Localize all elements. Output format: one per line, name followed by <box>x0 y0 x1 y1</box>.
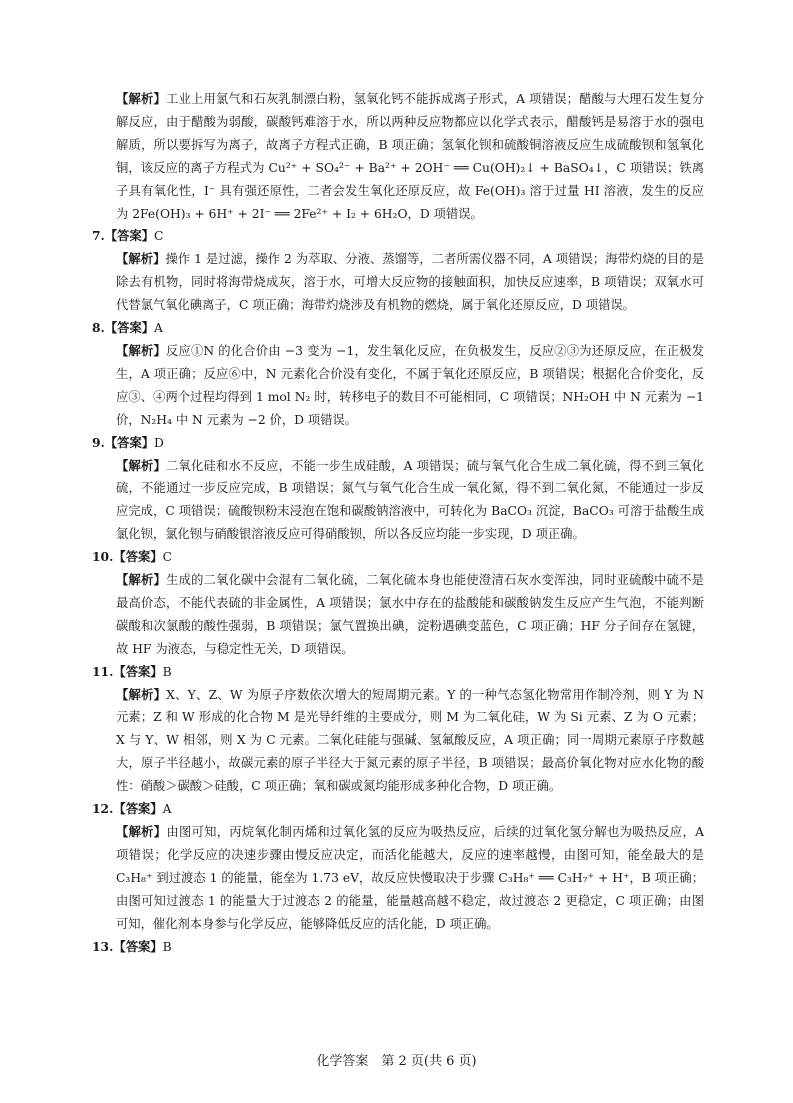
answer-page-body <box>92 88 704 958</box>
q13-answer <box>92 936 704 959</box>
question-number: 8. <box>92 320 105 336</box>
answer-value: D <box>154 435 164 450</box>
question-number: 10. <box>92 549 114 565</box>
analysis-text: 操作 1 是过滤，操作 2 为萃取、分液、蒸馏等，二者所需仪器不同，A 项错误；海带灼烧的目的是除去有机物，同时将海带烧成灰，溶于水，可增大反应物的接触面积，加快反应速率，B 项错误；双氧水可代替氯气氧化碘离子，C 项正确；海带灼烧涉及有机物的燃烧，属于氧化还原反应，D 项错误。 <box>116 252 704 313</box>
answer-value: C <box>154 229 164 244</box>
analysis-text: X、Y、Z、W 为原子序数依次增大的短周期元素。Y 的一种气态氢化物常用作制冷剂，则 Y 为 N 元素；Z 和 W 形成的化合物 M 是光导纤维的主要成分，则 M 为二氧化硅，W 为 Si 元素、Z 为 O 元素；X 与 Y、W 相邻，则 X 为 C 元素。二氧化硅能与强碱、氢氟酸反应，A 项正确；同一周期元素原子序数越大，原子半径越小，故碳元素的原子半径大于氮元素的原子半径，B 项错误；最高价氧化物对应水化物的酸性：硝酸＞碳酸＞硅酸，C 项正确；氧和碳或氮均能形成多种化合物，D 项正确。 <box>116 687 704 794</box>
q10-analysis <box>92 569 704 661</box>
question-number: 12. <box>92 801 114 817</box>
answer-tag: 【答案】 <box>113 938 163 954</box>
q11-answer <box>92 661 704 684</box>
q7-answer <box>92 225 704 248</box>
answer-tag: 【答案】 <box>113 663 163 679</box>
q8-analysis <box>92 340 704 432</box>
answer-tag: 【答案】 <box>113 801 163 817</box>
analysis-text: 二氧化硅和水不反应，不能一步生成硅酸，A 项错误；硫与氧气化合生成二氧化硫，得不到三氧化硫，不能通过一步反应完成，B 项错误；氮气与氧气化合生成一氧化氮，得不到二氧化氮，不能通过一步反应完成，C 项错误；硫酸钡粉末浸泡在饱和碳酸钠溶液中，可转化为 BaCO₃ 沉淀，BaCO₃ 可溶于盐酸生成氯化钡，氯化钡与硝酸银溶液反应可得硝酸钡，所以各反应均能一步实现，D 项正确。 <box>116 458 704 542</box>
answer-tag: 【答案】 <box>104 434 155 450</box>
q9-answer <box>92 432 704 455</box>
answer-tag: 【答案】 <box>113 549 163 565</box>
page-footer: 化学答案 第 2 页(共 6 页) <box>316 1054 477 1069</box>
analysis-text: 反应①N 的化合价由 −3 变为 −1，发生氧化反应，在负极发生，反应②③为还原反应，在正极发生，A 项正确；反应⑥中，N 元素化合价没有变化，不属于氧化还原反应，B 项错误；根据化合价变化，反应③、④两个过程均得到 1 mol N₂ 时，转移电子的数目不可能相同，C 项错误；NH₂OH 中 N 元素为 −1 价，N₂H₄ 中 N 元素为 −2 价，D 项错误。 <box>116 343 704 427</box>
answer-value: B <box>162 939 172 954</box>
question-number: 13. <box>92 938 114 954</box>
analysis-tag: 【解析】 <box>116 91 167 106</box>
analysis-text: 生成的二氧化碳中会混有二氧化硫，二氧化硫本身也能使澄清石灰水变浑浊，同时亚硫酸中硫不是最高价态，不能代表硫的非金属性，A 项错误；氯水中存在的盐酸能和碳酸钠发生反应产生气泡，不能判断碳酸和次氯酸的酸性强弱，B 项错误；氯气置换出碘，淀粉遇碘变蓝色，C 项正确；HF 分子间存在氢键，故 HF 为液态，与稳定性无关，D 项错误。 <box>116 573 704 656</box>
analysis-tag: 【解析】 <box>116 457 167 473</box>
question-number: 7. <box>92 228 105 244</box>
answer-value: C <box>162 550 173 565</box>
question-number: 9. <box>92 434 105 450</box>
q6-analysis <box>92 88 704 225</box>
answer-value: A <box>162 802 172 817</box>
answer-value: A <box>154 321 163 336</box>
answer-tag: 【答案】 <box>104 320 155 336</box>
answer-value: B <box>162 664 172 679</box>
q12-answer <box>92 798 704 821</box>
analysis-tag: 【解析】 <box>116 824 167 839</box>
q9-analysis <box>92 455 704 547</box>
analysis-tag: 【解析】 <box>116 686 167 702</box>
analysis-tag: 【解析】 <box>116 572 167 588</box>
q12-analysis <box>92 821 704 936</box>
analysis-text: 工业上用氯气和石灰乳制漂白粉，氢氧化钙不能拆成离子形式，A 项错误；醋酸与大理石发生复分解反应，由于醋酸为弱酸，碳酸钙难溶于水，所以两种反应物都应以化学式表示，醋酸钙是易溶于水的强电解质，所以要拆写为离子，故离子方程式正确，B 项正确；氢氧化钡和硫酸铜溶液反应生成硫酸钡和氢氧化铜，该反应的离子方程式为 Cu²⁺ + SO₄²⁻ + Ba²⁺ + 2OH⁻ ══ Cu(OH)₂↓ + BaSO₄↓，C 项错误；铁离子具有氧化性，I⁻ 具有强还原性，二者会发生氧化还原反应，故 Fe(OH)₃ 溶于过量 HI 溶液，发生的反应为 2Fe(OH)₃ + 6H⁺ + 2I⁻ ══ 2Fe²⁺ + I₂ + 6H₂O，D 项错误。 <box>116 92 704 221</box>
q11-analysis <box>92 684 704 799</box>
question-number: 11. <box>92 663 114 679</box>
q7-analysis <box>92 248 704 317</box>
q10-answer <box>92 546 704 569</box>
analysis-tag: 【解析】 <box>116 342 166 358</box>
analysis-text: 由图可知，丙烷氧化制丙烯和过氧化氢的反应为吸热反应，后续的过氧化氢分解也为吸热反应，A 项错误；化学反应的决速步骤由慢反应决定，而活化能越大，反应的速率越慢，由图可知，能垒最大的是 C₃H₈⁺ 到过渡态 1 的能量，能垒为 1.73 eV，故反应快慢取决于步骤 C₃H₈⁺ ══ C₃H₇⁺ + H⁺，B 项正确；由图可知过渡态 1 的能量大于过渡态 2 的能量，能量越高越不稳定，故过渡态 2 更稳定，C 项正确；由图可知，催化剂本身参与化学反应，能够降低反应的活化能，D 项正确。 <box>116 825 704 931</box>
answer-tag: 【答案】 <box>104 228 155 244</box>
analysis-tag: 【解析】 <box>116 251 166 267</box>
q8-answer <box>92 317 704 340</box>
